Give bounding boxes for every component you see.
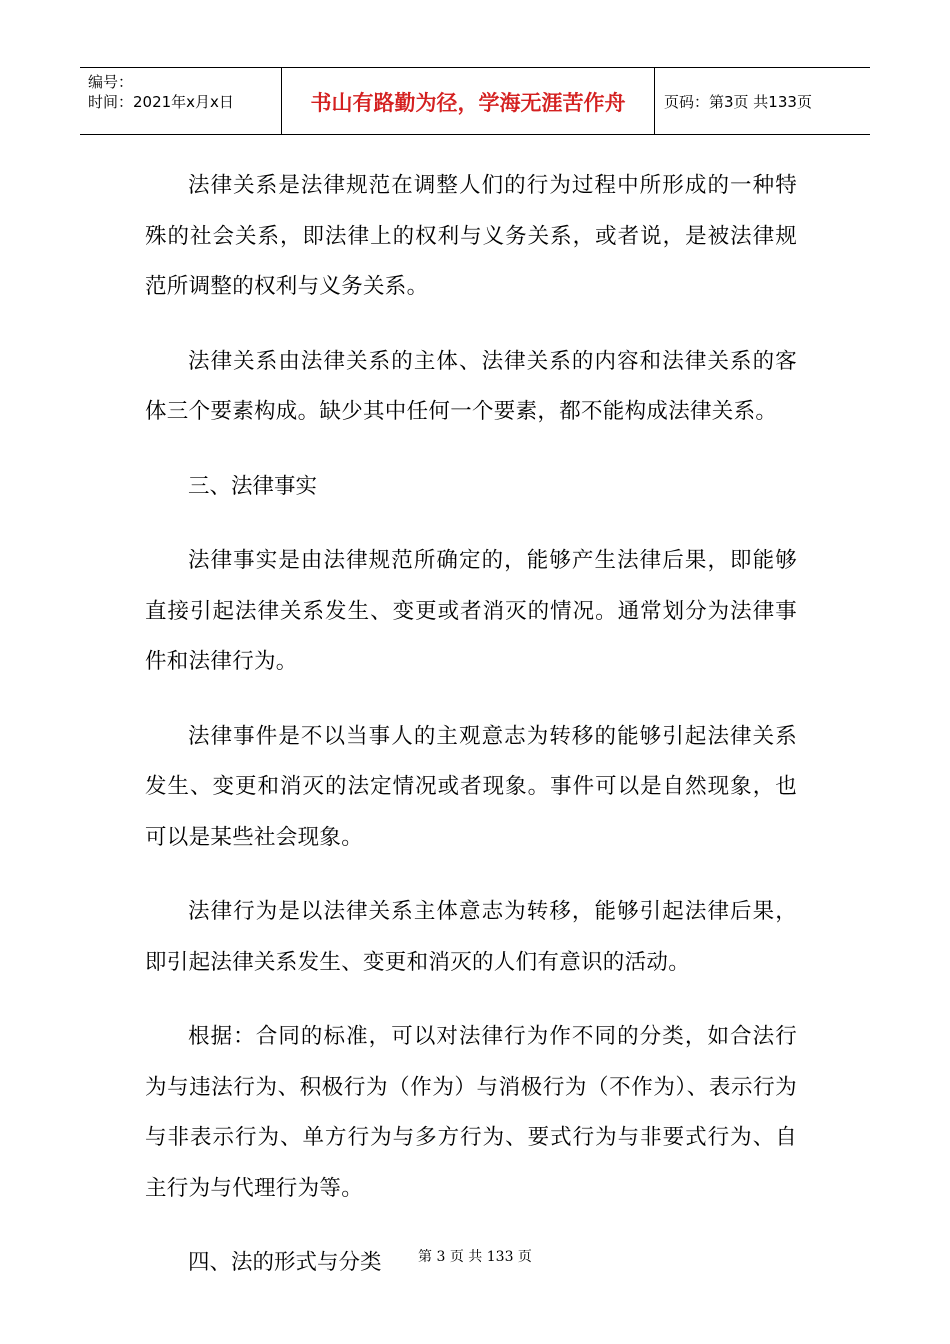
header-divider-right bbox=[654, 68, 655, 135]
paragraph-legal-relation-elements: 法律关系由法律关系的主体、法律关系的内容和法律关系的客体三个要素构成。缺少其中任何一个要素，都不能构成法律关系。 bbox=[145, 348, 797, 424]
section-heading-legal-facts: 三、法律事实 bbox=[188, 473, 318, 499]
header-page-info: 页码：第3页 共133页 bbox=[664, 93, 812, 111]
paragraph-act-classification: 根据：合同的标准，可以对法律行为作不同的分类，如合法行为与违法行为、积极行为（作为）与消极行为（不作为）、表示行为与非表示行为、单方行为与多方行为、要式行为与非要式行为、自主行为与代理行为等。 bbox=[145, 1024, 797, 1201]
document-body bbox=[145, 161, 797, 1313]
section-heading-law-forms: 四、法的形式与分类 bbox=[188, 1250, 382, 1275]
page-footer: 第 3 页 共 133 页 bbox=[418, 1249, 532, 1265]
paragraph-legal-acts: 法律行为是以法律关系主体意志为转移，能够引起法律后果，即引起法律关系发生、变更和消灭的人们有意识的活动。 bbox=[145, 899, 797, 975]
paragraph-legal-relation-definition: 法律关系是法律规范在调整人们的行为过程中所形成的一种特殊的社会关系，即法律上的权利与义务关系，或者说，是被法律规范所调整的权利与义务关系。 bbox=[145, 173, 797, 299]
header-motto: 书山有路勤为径，学海无涯苦作舟 bbox=[310, 90, 626, 115]
paragraph-legal-events: 法律事件是不以当事人的主观意志为转移的能够引起法律关系发生、变更和消灭的法定情况或者现象。事件可以是自然现象，也可以是某些社会现象。 bbox=[145, 723, 797, 850]
document-date: 时间：2021年x月x日 bbox=[88, 93, 234, 111]
header-meta bbox=[88, 72, 280, 112]
document-number-label: 编号： bbox=[88, 73, 134, 91]
paragraph-legal-facts: 法律事实是由法律规范所确定的，能够产生法律后果，即能够直接引起法律关系发生、变更或者消灭的情况。通常划分为法律事件和法律行为。 bbox=[145, 548, 797, 674]
page-header bbox=[80, 67, 870, 135]
